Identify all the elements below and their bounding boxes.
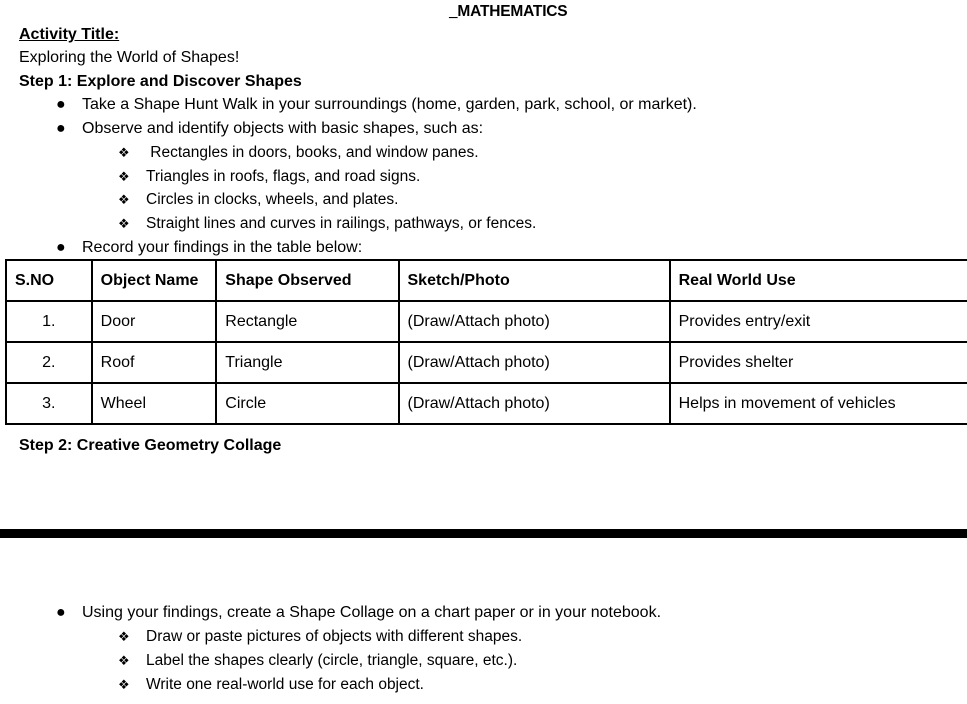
header-object-name: Object Name (92, 260, 217, 301)
cell-sno: 2. (6, 342, 92, 383)
diamond-bullet-icon: ❖ (118, 145, 130, 160)
activity-title-label: Activity Title: (19, 26, 120, 43)
diamond-bullet-icon: ❖ (118, 629, 130, 644)
cell-object-name: Wheel (92, 383, 217, 424)
cell-object-name: Door (92, 301, 217, 342)
page-break-divider (0, 529, 967, 538)
cell-sketch-photo: (Draw/Attach photo) (399, 301, 670, 342)
sub-list-item (118, 675, 424, 695)
sub-list-item-text: Draw or paste pictures of objects with different shapes. (146, 628, 523, 645)
list-item-text: Record your findings in the table below: (82, 239, 363, 256)
list-item (56, 119, 483, 139)
diamond-bullet-icon: ❖ (118, 169, 130, 184)
diamond-bullet-icon: ❖ (118, 677, 130, 692)
page-title (449, 2, 567, 22)
table-row (6, 342, 967, 383)
header-sketch-photo: Sketch/Photo (399, 260, 670, 301)
list-item (56, 95, 697, 115)
cell-real-world-use: Provides entry/exit (670, 301, 967, 342)
cell-sketch-photo: (Draw/Attach photo) (399, 342, 670, 383)
sub-list-item-text: Label the shapes clearly (circle, triangle, square, etc.). (146, 652, 518, 669)
activity-title: Exploring the World of Shapes! (19, 49, 240, 66)
header-real-world-use: Real World Use (670, 260, 967, 301)
sub-list-item (118, 627, 522, 647)
bullet-icon: ● (56, 604, 66, 621)
sub-list-item (118, 167, 420, 187)
sub-list-item (118, 143, 479, 163)
cell-real-world-use: Helps in movement of vehicles (670, 383, 967, 424)
diamond-bullet-icon: ❖ (118, 653, 130, 668)
list-item (56, 603, 661, 623)
bullet-icon: ● (56, 96, 66, 113)
cell-sno: 1. (6, 301, 92, 342)
bullet-icon: ● (56, 239, 66, 256)
cell-shape-observed: Triangle (216, 342, 398, 383)
list-item (56, 238, 362, 258)
diamond-bullet-icon: ❖ (118, 216, 130, 231)
list-item-text: Take a Shape Hunt Walk in your surroundings (home, garden, park, school, or market). (82, 96, 697, 113)
cell-sketch-photo: (Draw/Attach photo) (399, 383, 670, 424)
sub-list-item-text: Circles in clocks, wheels, and plates. (146, 191, 399, 208)
findings-table (5, 259, 967, 425)
sub-list-item (118, 190, 398, 210)
list-item-text: Using your findings, create a Shape Collage on a chart paper or in your notebook. (82, 604, 662, 621)
step2-heading: Step 2: Creative Geometry Collage (19, 437, 282, 454)
header-shape-observed: Shape Observed (216, 260, 398, 301)
cell-real-world-use: Provides shelter (670, 342, 967, 383)
sub-list-item-text: Straight lines and curves in railings, pathways, or fences. (146, 215, 537, 232)
cell-shape-observed: Circle (216, 383, 398, 424)
cell-shape-observed: Rectangle (216, 301, 398, 342)
title-underscore: _ (449, 3, 458, 20)
table-row (6, 301, 967, 342)
diamond-bullet-icon: ❖ (118, 192, 130, 207)
cell-object-name: Roof (92, 342, 217, 383)
cell-sno: 3. (6, 383, 92, 424)
sub-list-item-text: Write one real-world use for each object. (146, 676, 424, 693)
list-item-text: Observe and identify objects with basic shapes, such as: (82, 120, 484, 137)
sub-list-item-text: Rectangles in doors, books, and window panes. (146, 144, 479, 161)
table-header-row (6, 260, 967, 301)
step1-heading: Step 1: Explore and Discover Shapes (19, 73, 302, 90)
bullet-icon: ● (56, 120, 66, 137)
sub-list-item (118, 651, 517, 671)
header-sno: S.NO (6, 260, 92, 301)
subject-label: MATHEMATICS (457, 3, 568, 20)
table-row (6, 383, 967, 424)
sub-list-item (118, 214, 536, 234)
sub-list-item-text: Triangles in roofs, flags, and road signs. (146, 168, 421, 185)
